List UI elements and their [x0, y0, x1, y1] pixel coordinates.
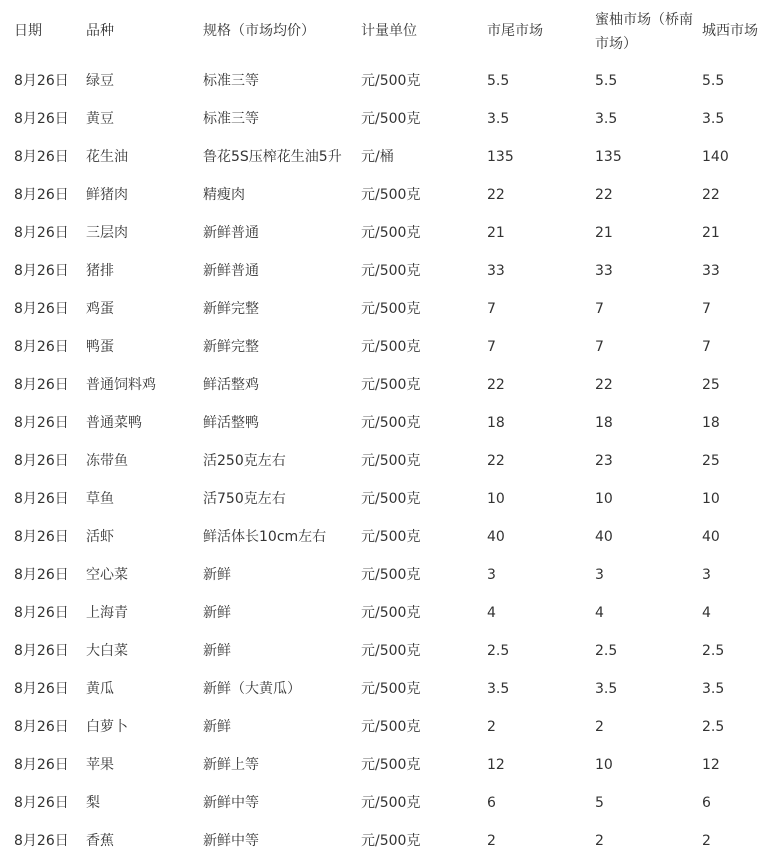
cell-date: 8月26日: [14, 643, 69, 659]
cell-date: 8月26日: [14, 263, 69, 279]
cell-miyou-price: 3.5: [595, 681, 618, 697]
table-row: [0, 138, 770, 176]
cell-miyou-price: 7: [595, 339, 604, 355]
cell-spec: 活250克左右: [203, 453, 286, 469]
cell-variety: 空心菜: [86, 567, 128, 583]
cell-shiwei-price: 2: [487, 833, 496, 849]
cell-date: 8月26日: [14, 605, 69, 621]
header-shiwei-market: 市尾市场: [487, 23, 543, 39]
cell-unit: 元/500克: [361, 795, 421, 811]
cell-spec: 新鲜: [203, 567, 231, 583]
cell-miyou-price: 135: [595, 149, 622, 165]
table-row: [0, 62, 770, 100]
cell-spec: 新鲜中等: [203, 795, 259, 811]
cell-spec: 新鲜普通: [203, 263, 259, 279]
cell-spec: 标准三等: [203, 73, 259, 89]
cell-spec: 新鲜普通: [203, 225, 259, 241]
cell-chengxi-price: 7: [702, 339, 711, 355]
table-row: [0, 632, 770, 670]
table-row: [0, 746, 770, 784]
table-row: [0, 290, 770, 328]
cell-spec: 标准三等: [203, 111, 259, 127]
header-spec: 规格（市场均价）: [203, 23, 315, 39]
cell-shiwei-price: 7: [487, 301, 496, 317]
cell-miyou-price: 22: [595, 377, 613, 393]
table-row: [0, 214, 770, 252]
cell-miyou-price: 10: [595, 491, 613, 507]
cell-date: 8月26日: [14, 567, 69, 583]
cell-variety: 绿豆: [86, 73, 114, 89]
cell-miyou-price: 4: [595, 605, 604, 621]
cell-variety: 三层肉: [86, 225, 128, 241]
cell-shiwei-price: 10: [487, 491, 505, 507]
table-row: [0, 556, 770, 594]
cell-shiwei-price: 2.5: [487, 643, 510, 659]
cell-variety: 鸡蛋: [86, 301, 114, 317]
cell-chengxi-price: 3.5: [702, 681, 725, 697]
cell-date: 8月26日: [14, 757, 69, 773]
cell-chengxi-price: 21: [702, 225, 720, 241]
table-row: [0, 328, 770, 366]
table-row: [0, 518, 770, 556]
cell-miyou-price: 2.5: [595, 643, 618, 659]
cell-spec: 鲜活体长10cm左右: [203, 529, 327, 545]
cell-unit: 元/500克: [361, 453, 421, 469]
cell-spec: 新鲜完整: [203, 301, 259, 317]
cell-spec: 鲜活整鸭: [203, 415, 259, 431]
table-header: [0, 0, 770, 62]
cell-shiwei-price: 12: [487, 757, 505, 773]
header-variety: 品种: [86, 23, 114, 39]
cell-chengxi-price: 3.5: [702, 111, 725, 127]
cell-shiwei-price: 22: [487, 187, 505, 203]
cell-unit: 元/500克: [361, 529, 421, 545]
cell-shiwei-price: 40: [487, 529, 505, 545]
cell-unit: 元/500克: [361, 339, 421, 355]
cell-miyou-price: 2: [595, 833, 604, 849]
cell-date: 8月26日: [14, 149, 69, 165]
cell-chengxi-price: 2.5: [702, 643, 725, 659]
table-row: [0, 100, 770, 138]
cell-spec: 新鲜中等: [203, 833, 259, 849]
header-unit: 计量单位: [361, 23, 417, 39]
cell-unit: 元/500克: [361, 263, 421, 279]
cell-unit: 元/500克: [361, 73, 421, 89]
cell-chengxi-price: 6: [702, 795, 711, 811]
table-row: [0, 784, 770, 822]
cell-spec: 鲁花5S压榨花生油5升: [203, 149, 342, 165]
cell-shiwei-price: 3: [487, 567, 496, 583]
cell-chengxi-price: 5.5: [702, 73, 725, 89]
cell-unit: 元/500克: [361, 719, 421, 735]
cell-miyou-price: 5.5: [595, 73, 618, 89]
cell-chengxi-price: 22: [702, 187, 720, 203]
table-row: [0, 404, 770, 442]
cell-shiwei-price: 7: [487, 339, 496, 355]
cell-chengxi-price: 25: [702, 377, 720, 393]
cell-spec: 活750克左右: [203, 491, 286, 507]
cell-variety: 草鱼: [86, 491, 114, 507]
cell-miyou-price: 7: [595, 301, 604, 317]
cell-chengxi-price: 2.5: [702, 719, 725, 735]
cell-date: 8月26日: [14, 415, 69, 431]
cell-miyou-price: 22: [595, 187, 613, 203]
header-chengxi-market: 城西市场: [702, 23, 758, 39]
cell-unit: 元/500克: [361, 605, 421, 621]
cell-miyou-price: 40: [595, 529, 613, 545]
cell-unit: 元/500克: [361, 833, 421, 849]
cell-variety: 上海青: [86, 605, 128, 621]
cell-spec: 新鲜完整: [203, 339, 259, 355]
table-row: [0, 366, 770, 404]
cell-date: 8月26日: [14, 339, 69, 355]
cell-unit: 元/桶: [361, 149, 394, 165]
cell-shiwei-price: 18: [487, 415, 505, 431]
cell-shiwei-price: 3.5: [487, 111, 510, 127]
cell-shiwei-price: 5.5: [487, 73, 510, 89]
cell-chengxi-price: 2: [702, 833, 711, 849]
cell-spec: 新鲜: [203, 605, 231, 621]
cell-spec: 新鲜: [203, 643, 231, 659]
cell-chengxi-price: 25: [702, 453, 720, 469]
cell-variety: 苹果: [86, 757, 114, 773]
table-row: [0, 822, 770, 860]
cell-variety: 普通菜鸭: [86, 415, 142, 431]
cell-variety: 梨: [86, 795, 100, 811]
cell-variety: 冻带鱼: [86, 453, 128, 469]
cell-date: 8月26日: [14, 73, 69, 89]
cell-chengxi-price: 140: [702, 149, 729, 165]
cell-unit: 元/500克: [361, 681, 421, 697]
cell-miyou-price: 18: [595, 415, 613, 431]
cell-chengxi-price: 3: [702, 567, 711, 583]
cell-unit: 元/500克: [361, 757, 421, 773]
cell-variety: 猪排: [86, 263, 114, 279]
cell-chengxi-price: 10: [702, 491, 720, 507]
cell-miyou-price: 21: [595, 225, 613, 241]
cell-shiwei-price: 135: [487, 149, 514, 165]
cell-variety: 鸭蛋: [86, 339, 114, 355]
cell-date: 8月26日: [14, 681, 69, 697]
cell-shiwei-price: 22: [487, 453, 505, 469]
cell-chengxi-price: 40: [702, 529, 720, 545]
table-row: [0, 252, 770, 290]
cell-unit: 元/500克: [361, 301, 421, 317]
header-date: 日期: [14, 23, 42, 39]
cell-chengxi-price: 33: [702, 263, 720, 279]
cell-miyou-price: 10: [595, 757, 613, 773]
cell-unit: 元/500克: [361, 491, 421, 507]
cell-date: 8月26日: [14, 795, 69, 811]
table-row: [0, 176, 770, 214]
cell-date: 8月26日: [14, 225, 69, 241]
cell-variety: 活虾: [86, 529, 114, 545]
cell-date: 8月26日: [14, 833, 69, 849]
cell-shiwei-price: 21: [487, 225, 505, 241]
cell-miyou-price: 33: [595, 263, 613, 279]
cell-spec: 新鲜: [203, 719, 231, 735]
cell-date: 8月26日: [14, 111, 69, 127]
cell-date: 8月26日: [14, 453, 69, 469]
cell-date: 8月26日: [14, 719, 69, 735]
cell-chengxi-price: 7: [702, 301, 711, 317]
cell-chengxi-price: 4: [702, 605, 711, 621]
cell-shiwei-price: 22: [487, 377, 505, 393]
table-row: [0, 594, 770, 632]
cell-date: 8月26日: [14, 187, 69, 203]
cell-chengxi-price: 18: [702, 415, 720, 431]
cell-variety: 花生油: [86, 149, 128, 165]
cell-shiwei-price: 2: [487, 719, 496, 735]
cell-date: 8月26日: [14, 377, 69, 393]
cell-date: 8月26日: [14, 491, 69, 507]
cell-variety: 黄瓜: [86, 681, 114, 697]
cell-chengxi-price: 12: [702, 757, 720, 773]
cell-miyou-price: 3: [595, 567, 604, 583]
cell-date: 8月26日: [14, 529, 69, 545]
cell-shiwei-price: 33: [487, 263, 505, 279]
cell-miyou-price: 23: [595, 453, 613, 469]
cell-variety: 白萝卜: [86, 719, 128, 735]
table-row: [0, 670, 770, 708]
table-row: [0, 708, 770, 746]
cell-variety: 黄豆: [86, 111, 114, 127]
cell-unit: 元/500克: [361, 377, 421, 393]
cell-spec: 鲜活整鸡: [203, 377, 259, 393]
cell-shiwei-price: 3.5: [487, 681, 510, 697]
table-body: [0, 62, 770, 860]
cell-date: 8月26日: [14, 301, 69, 317]
cell-variety: 香蕉: [86, 833, 114, 849]
cell-miyou-price: 5: [595, 795, 604, 811]
table-row: [0, 480, 770, 518]
cell-variety: 鲜猪肉: [86, 187, 128, 203]
cell-unit: 元/500克: [361, 643, 421, 659]
cell-variety: 普通饲料鸡: [86, 377, 156, 393]
cell-unit: 元/500克: [361, 567, 421, 583]
table-row: [0, 442, 770, 480]
cell-variety: 大白菜: [86, 643, 128, 659]
cell-shiwei-price: 6: [487, 795, 496, 811]
cell-miyou-price: 2: [595, 719, 604, 735]
cell-unit: 元/500克: [361, 415, 421, 431]
cell-spec: 精瘦肉: [203, 187, 245, 203]
cell-spec: 新鲜（大黄瓜）: [203, 681, 301, 697]
cell-spec: 新鲜上等: [203, 757, 259, 773]
cell-shiwei-price: 4: [487, 605, 496, 621]
cell-unit: 元/500克: [361, 225, 421, 241]
cell-unit: 元/500克: [361, 187, 421, 203]
cell-unit: 元/500克: [361, 111, 421, 127]
cell-miyou-price: 3.5: [595, 111, 618, 127]
header-miyou-market: 蜜柚市场（桥南市场）: [595, 12, 693, 52]
